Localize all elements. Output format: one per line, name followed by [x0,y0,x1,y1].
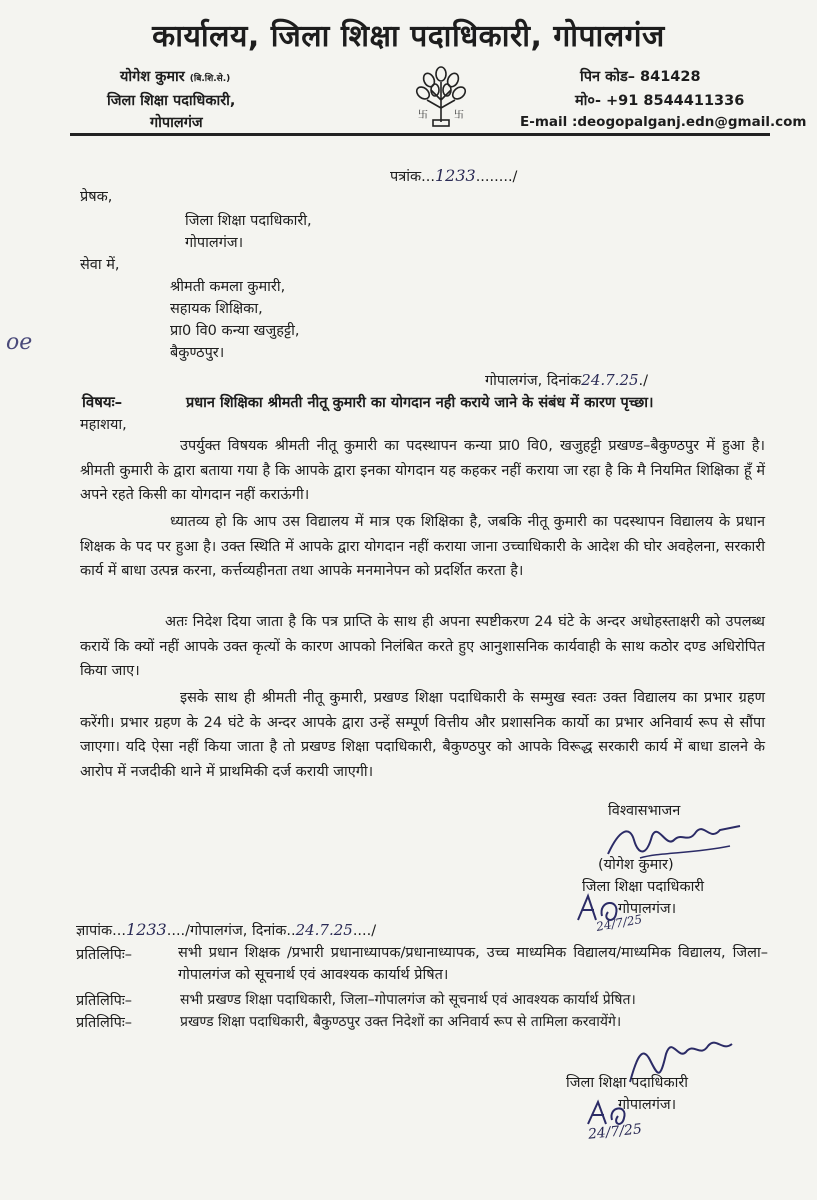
closing-sign-date: 24/7/25 [595,912,644,934]
office-title: कार्यालय, जिला शिक्षा पदाधिकारी, गोपालगंज [152,19,665,54]
svg-text:卐: 卐 [418,110,428,121]
sender-label: प्रेषक, [80,189,113,205]
recipient-line-4: बैकुण्ठपुर। [170,345,225,361]
sender-line-1: जिला शिक्षा पदाधिकारी, [185,213,312,229]
pin-code: पिन कोड– 841428 [580,69,701,85]
mobile-number: मो०- +91 8544411336 [575,93,745,109]
body-paragraph-4: इसके साथ ही श्रीमती नीतू कुमारी, प्रखण्ड शिक्षा पदाधिकारी के सम्मुख स्वतः उक्त विद्यालय का प्रभार ग्रहण करेंगी। प्रभार ग्रहण के 24 घंटे के अन्दर आपके द्वारा उन्हें सम्पूर्ण वित्तीय और प्रशासनिक कार्यो का प्रभार अनिवार्य रूप से सौंपा जाएगा। यदि ऐसा नहीं किया जाता है तो प्रखण्ड शिक्षा पदाधिकारी, बैकुण्ठपुर को आपके विरूद्ध सरकारी कार्य में बाधा डालने के आरोप में नजदीकी थाने में प्राथमिकी दर्ज करायी जाएगी। [80,690,765,780]
copy-text-3: प्रखण्ड शिक्षा पदाधिकारी, बैकुण्ठपुर उक्त निदेशों का अनिवार्य रूप से तामिला करवायेंगे। [180,1014,622,1030]
body-paragraph-1: उपर्युक्त विषयक श्रीमती नीतू कुमारी का पदस्थापन कन्या प्रा0 वि0, खजुहट्टी प्रखण्ड–बैकुण्ठपुर में हुआ है। श्रीमती कुमारी के द्वारा बताया गया है कि आपके द्वारा इनका योगदान यह कहकर नहीं कराया जा रहा है कि मै नियमित शिक्षिका हूँ में अपने रहते किसी का योगदान नहीं कराऊंगी। [80,438,765,503]
recipient-line-2: सहायक शिक्षिका, [170,301,263,317]
subject-label: विषयः– [82,393,123,411]
recipient-line-3: प्रा0 वि0 कन्या खजुहट्टी, [170,323,300,339]
footer-place: गोपालगंज। [618,1097,677,1113]
bodhi-tree-emblem [413,60,469,132]
email-address: E-mail :deogopalganj.edn@gmail.com [520,114,807,130]
officer-designation: जिला शिक्षा पदाधिकारी, [107,93,236,109]
memo-number: ज्ञापांक...1233..../गोपालगंज, दिनांक..24.7.25..../ [76,920,377,939]
copy-label-2: प्रतिलिपिः– [76,993,133,1009]
copy-text-2: सभी प्रखण्ड शिक्षा पदाधिकारी, जिला–गोपालगंज को सूचनार्थ एवं आवश्यक कार्यार्थ प्रेषित। [180,992,636,1008]
header-rule [70,133,770,136]
salutation: महाशया, [80,417,127,433]
closing-designation: जिला शिक्षा पदाधिकारी [582,879,705,895]
footer-sign-date: 24/7/25 [587,1121,643,1143]
recipient-line-1: श्रीमती कमला कुमारी, [170,279,286,295]
yours-faithfully: विश्वासभाजन [608,803,681,819]
footer-designation: जिला शिक्षा पदाधिकारी [566,1075,689,1091]
copy-text-1: सभी प्रधान शिक्षक /प्रभारी प्रधानाध्यापक/प्रधानाध्यापक, उच्च माध्यमिक विद्यालय/माध्यमिक विद्यालय, जिला–गोपालगंज को सूचनार्थ एवं आवश्यक कार्यार्थ प्रेषित। [178,945,768,983]
officer-name: योगेश कुमार (बि.शि.से.) [120,69,231,85]
body-paragraph-2: ध्यातव्य हो कि आप उस विद्यालय में मात्र एक शिक्षिका है, जबकि नीतू कुमारी का पदस्थापन विद्यालय के प्रधान शिक्षक के पद पर हुआ है। उक्त स्थिति में आपके द्वारा योगदान नहीं कराया जाना उच्चाधिकारी के आदेश की घोर अवहेलना, सरकारी कार्य में बाधा उत्पन्न करना, कर्त्तव्यहीनता तथा आपके मनमानेपन को प्रदर्शित करता है। [80,514,765,579]
recipient-label: सेवा में, [80,257,120,273]
closing-officer-name: (योगेश कुमार) [598,857,674,873]
letter-date: गोपालगंज, दिनांक24.7.25./ [485,371,649,389]
copy-label-3: प्रतिलिपिः– [76,1015,133,1031]
margin-handwriting: oe [6,330,33,355]
svg-text:卐: 卐 [454,110,464,121]
sender-line-2: गोपालगंज। [185,235,244,251]
copy-label-1: प्रतिलिपिः– [76,947,133,963]
letter-number: पत्रांक...1233......../ [390,166,518,185]
body-paragraph-3: अतः निदेश दिया जाता है कि पत्र प्राप्ति के साथ ही अपना स्पष्टीकरण 24 घंटे के अन्दर अधोहस्ताक्षरी को उपलब्ध करायें कि क्यों नहीं आपके उक्त कृत्यों के कारण आपको निलंबित करते हुए आनुशासनिक कार्यवाही के साथ कठोर दण्ड अधिरोपित किया जाए। [80,614,765,679]
subject-text: प्रधान शिक्षिका श्रीमती नीतू कुमारी का योगदान नही कराये जाने के संबंध में कारण पृच्छा। [186,395,654,411]
officer-place: गोपालगंज [150,115,203,131]
closing-place: गोपालगंज। [618,901,677,917]
